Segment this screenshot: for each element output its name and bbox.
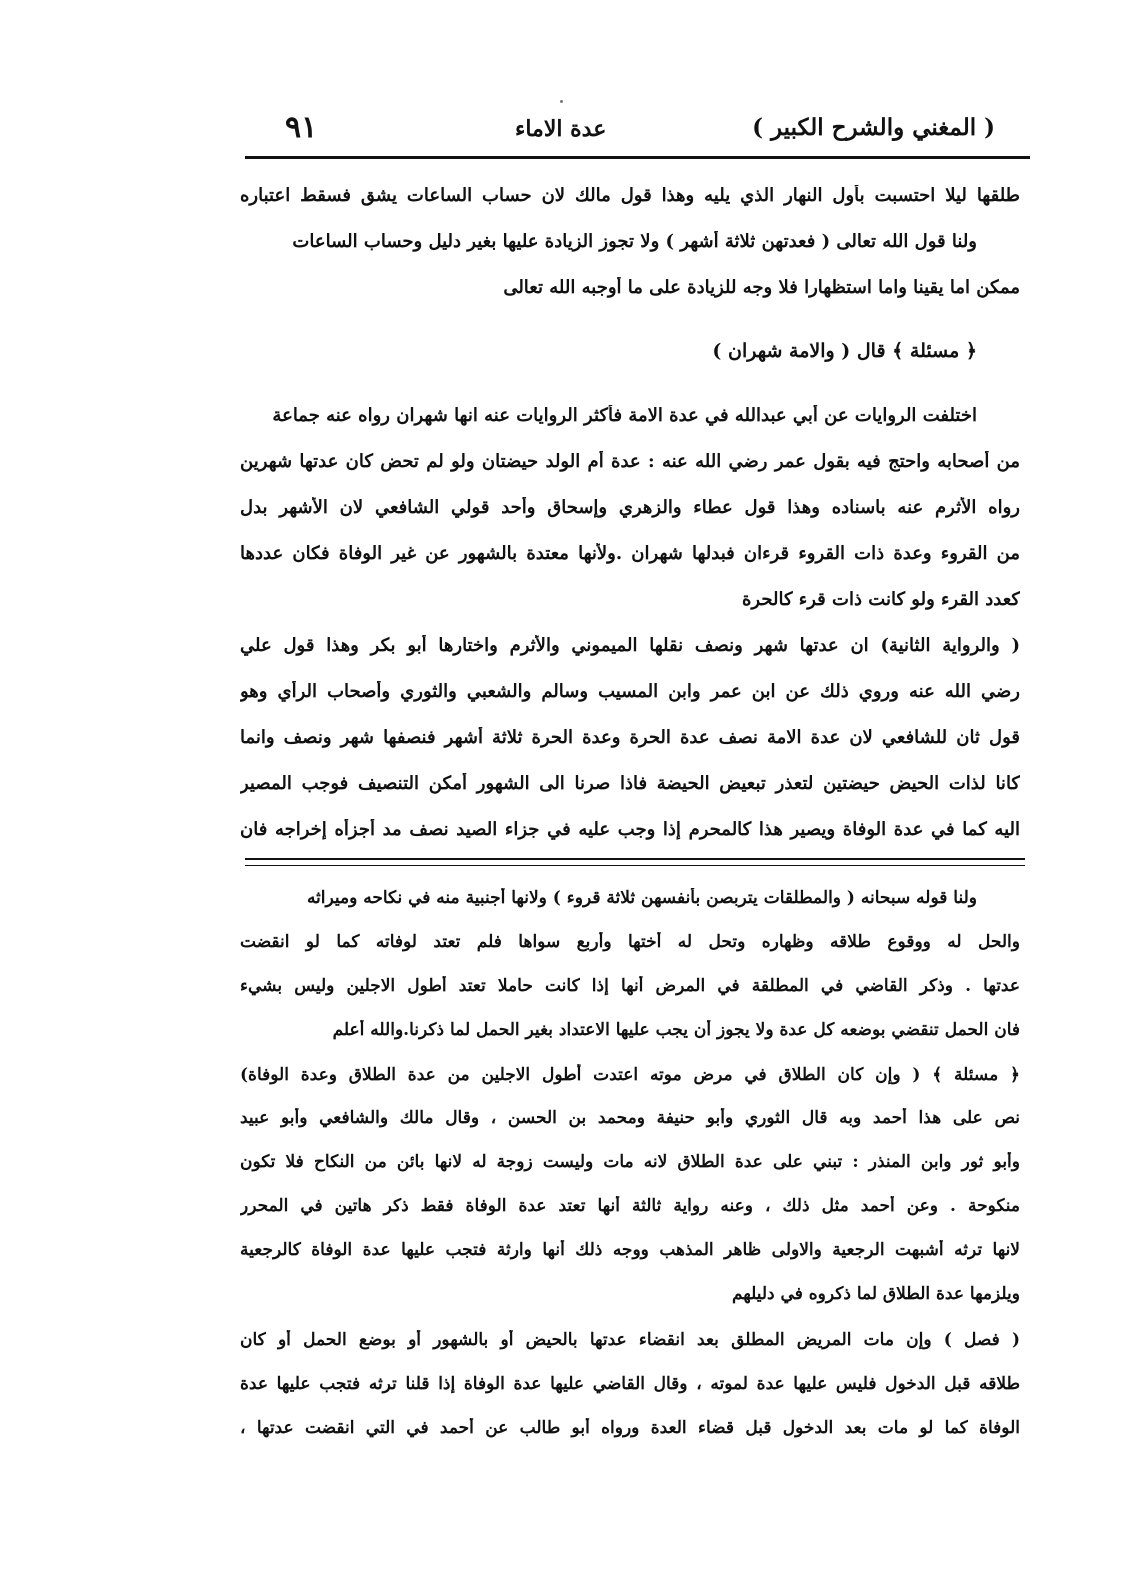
chapter-title: عدة الاماء bbox=[515, 116, 607, 142]
footnote-line: والحل له ووقوع طلاقه وظهاره وتحل له أختها وأربع سواها فلم تعتد لوفاته كما لو انقضت bbox=[240, 932, 1020, 952]
footnote-line: ولنا قوله سبحانه ( والمطلقات يتربصن بأنفسهن ثلاثة قروء ) ولانها أجنبية منه في نكاحه وميراثه bbox=[306, 888, 977, 908]
print-speck bbox=[560, 100, 563, 103]
footnote-line: لانها ترثه أشبهت الرجعية والاولى ظاهر المذهب ووجه ذلك أنها وارثة فتجب عليها عدة الوفاة كالرجعية bbox=[240, 1240, 1020, 1260]
footnote-line: منكوحة . وعن أحمد مثل ذلك ، وعنه رواية ثالثة أنها تعتد عدة الوفاة فقط ذكر هاتين في المحرر bbox=[240, 1196, 1020, 1216]
text-line: رواه الأثرم عنه باسناده وهذا قول عطاء والزهري وإسحاق وأحد قولي الشافعي لان الأشهر بدل bbox=[240, 497, 1020, 518]
text-line: ( والرواية الثانية) ان عدتها شهر ونصف نقلها الميموني والأثرم واختارها أبو بكر وهذا قول علي bbox=[240, 635, 1020, 656]
footnote-heading: ﴿ مسئلة ﴾ ( وإن كان الطلاق في مرض موته اعتدت أطول الاجلين من عدة الطلاق وعدة الوفاة) bbox=[240, 1065, 1020, 1085]
footnote-line: فان الحمل تنقضي بوضعه كل عدة ولا يجوز أن يجب عليها الاعتداد بغير الحمل لما ذكرنا.والله أعلم bbox=[332, 1020, 1020, 1040]
text-line: اختلفت الروايات عن أبي عبدالله في عدة الامة فأكثر الروايات عنه انها شهران رواه عنه جماعة bbox=[272, 405, 977, 426]
footnote-line: وأبو ثور وابن المنذر : تبني على عدة الطلاق لانه مات وليست زوجة له لانها بائن من النكاح فلا تكون bbox=[240, 1152, 1020, 1172]
footnote-line: الوفاة كما لو مات بعد الدخول قبل قضاء العدة ورواه أبو طالب عن أحمد في التي انقضت عدتها ، bbox=[240, 1418, 1020, 1438]
footnote-line: ويلزمها عدة الطلاق لما ذكروه في دليلهم bbox=[731, 1284, 1020, 1304]
text-line: طلقها ليلا احتسبت بأول النهار الذي يليه وهذا قول مالك لان حساب الساعات يشق فسقط اعتباره bbox=[240, 185, 1020, 206]
running-title: ( المغني والشرح الكبير ) bbox=[752, 114, 995, 141]
footnote-line: ( فصل ) وإن مات المريض المطلق بعد انقضاء عدتها بالحيض أو بالشهور أو بوضع الحمل أو كان bbox=[240, 1330, 1020, 1350]
text-line: ممكن اما يقينا واما استظهارا فلا وجه للزيادة على ما أوجبه الله تعالى bbox=[503, 277, 1020, 298]
text-line: من القروء وعدة ذات القروء قرءان فبدلها شهران .ولأنها معتدة بالشهور عن غير الوفاة فكان عددها bbox=[240, 543, 1020, 564]
footnote-line: عدتها . وذكر القاضي في المطلقة في المرض أنها إذا كانت حاملا تعتد أطول الاجلين وليس بشيء bbox=[240, 976, 1020, 996]
footnote-line: نص على هذا أحمد وبه قال الثوري وأبو حنيفة ومحمد بن الحسن ، وقال مالك والشافعي وأبو عبيد bbox=[240, 1108, 1020, 1128]
section-heading: ﴿ مسئلة ﴾ قال ( والامة شهران ) bbox=[712, 340, 977, 362]
text-line: كعدد القرء ولو كانت ذات قرء كالحرة bbox=[742, 589, 1020, 610]
text-line: اليه كما في عدة الوفاة ويصير هذا كالمحرم إذا وجب عليه في جزاء الصيد نصف مد أجزأه إخراجه فان bbox=[240, 819, 1020, 840]
text-line: من أصحابه واحتج فيه بقول عمر رضي الله عنه : عدة أم الولد حيضتان ولو لم تحض كان عدتها شهرين bbox=[240, 451, 1020, 472]
page-header bbox=[245, 112, 1030, 156]
page-number: ٩١ bbox=[285, 110, 318, 145]
text-line: رضي الله عنه وروي ذلك عن ابن عمر وابن المسيب وسالم والشعبي والثوري وأصحاب الرأي وهو bbox=[240, 681, 1020, 702]
text-line: كانا لذات الحيض حيضتين لتعذر تبعيض الحيضة فاذا صرنا الى الشهور أمكن التنصيف فوجب المصير bbox=[240, 773, 1020, 794]
header-rule bbox=[245, 156, 1030, 159]
text-line: ولنا قول الله تعالى ( فعدتهن ثلاثة أشهر ) ولا تجوز الزيادة عليها بغير دليل وحساب الساعات bbox=[292, 231, 977, 252]
footnote-divider-thin bbox=[245, 865, 1025, 866]
footnote-divider bbox=[245, 858, 1025, 860]
text-line: قول ثان للشافعي لان عدة الامة نصف عدة الحرة وعدة الحرة ثلاثة أشهر فنصفها شهر ونصف وانما bbox=[240, 727, 1020, 748]
footnote-line: طلاقه قبل الدخول فليس عليها عدة لموته ، وقال القاضي عليها عدة الوفاة إذا قلنا ترثه فتجب عليها عدة bbox=[240, 1374, 1020, 1394]
